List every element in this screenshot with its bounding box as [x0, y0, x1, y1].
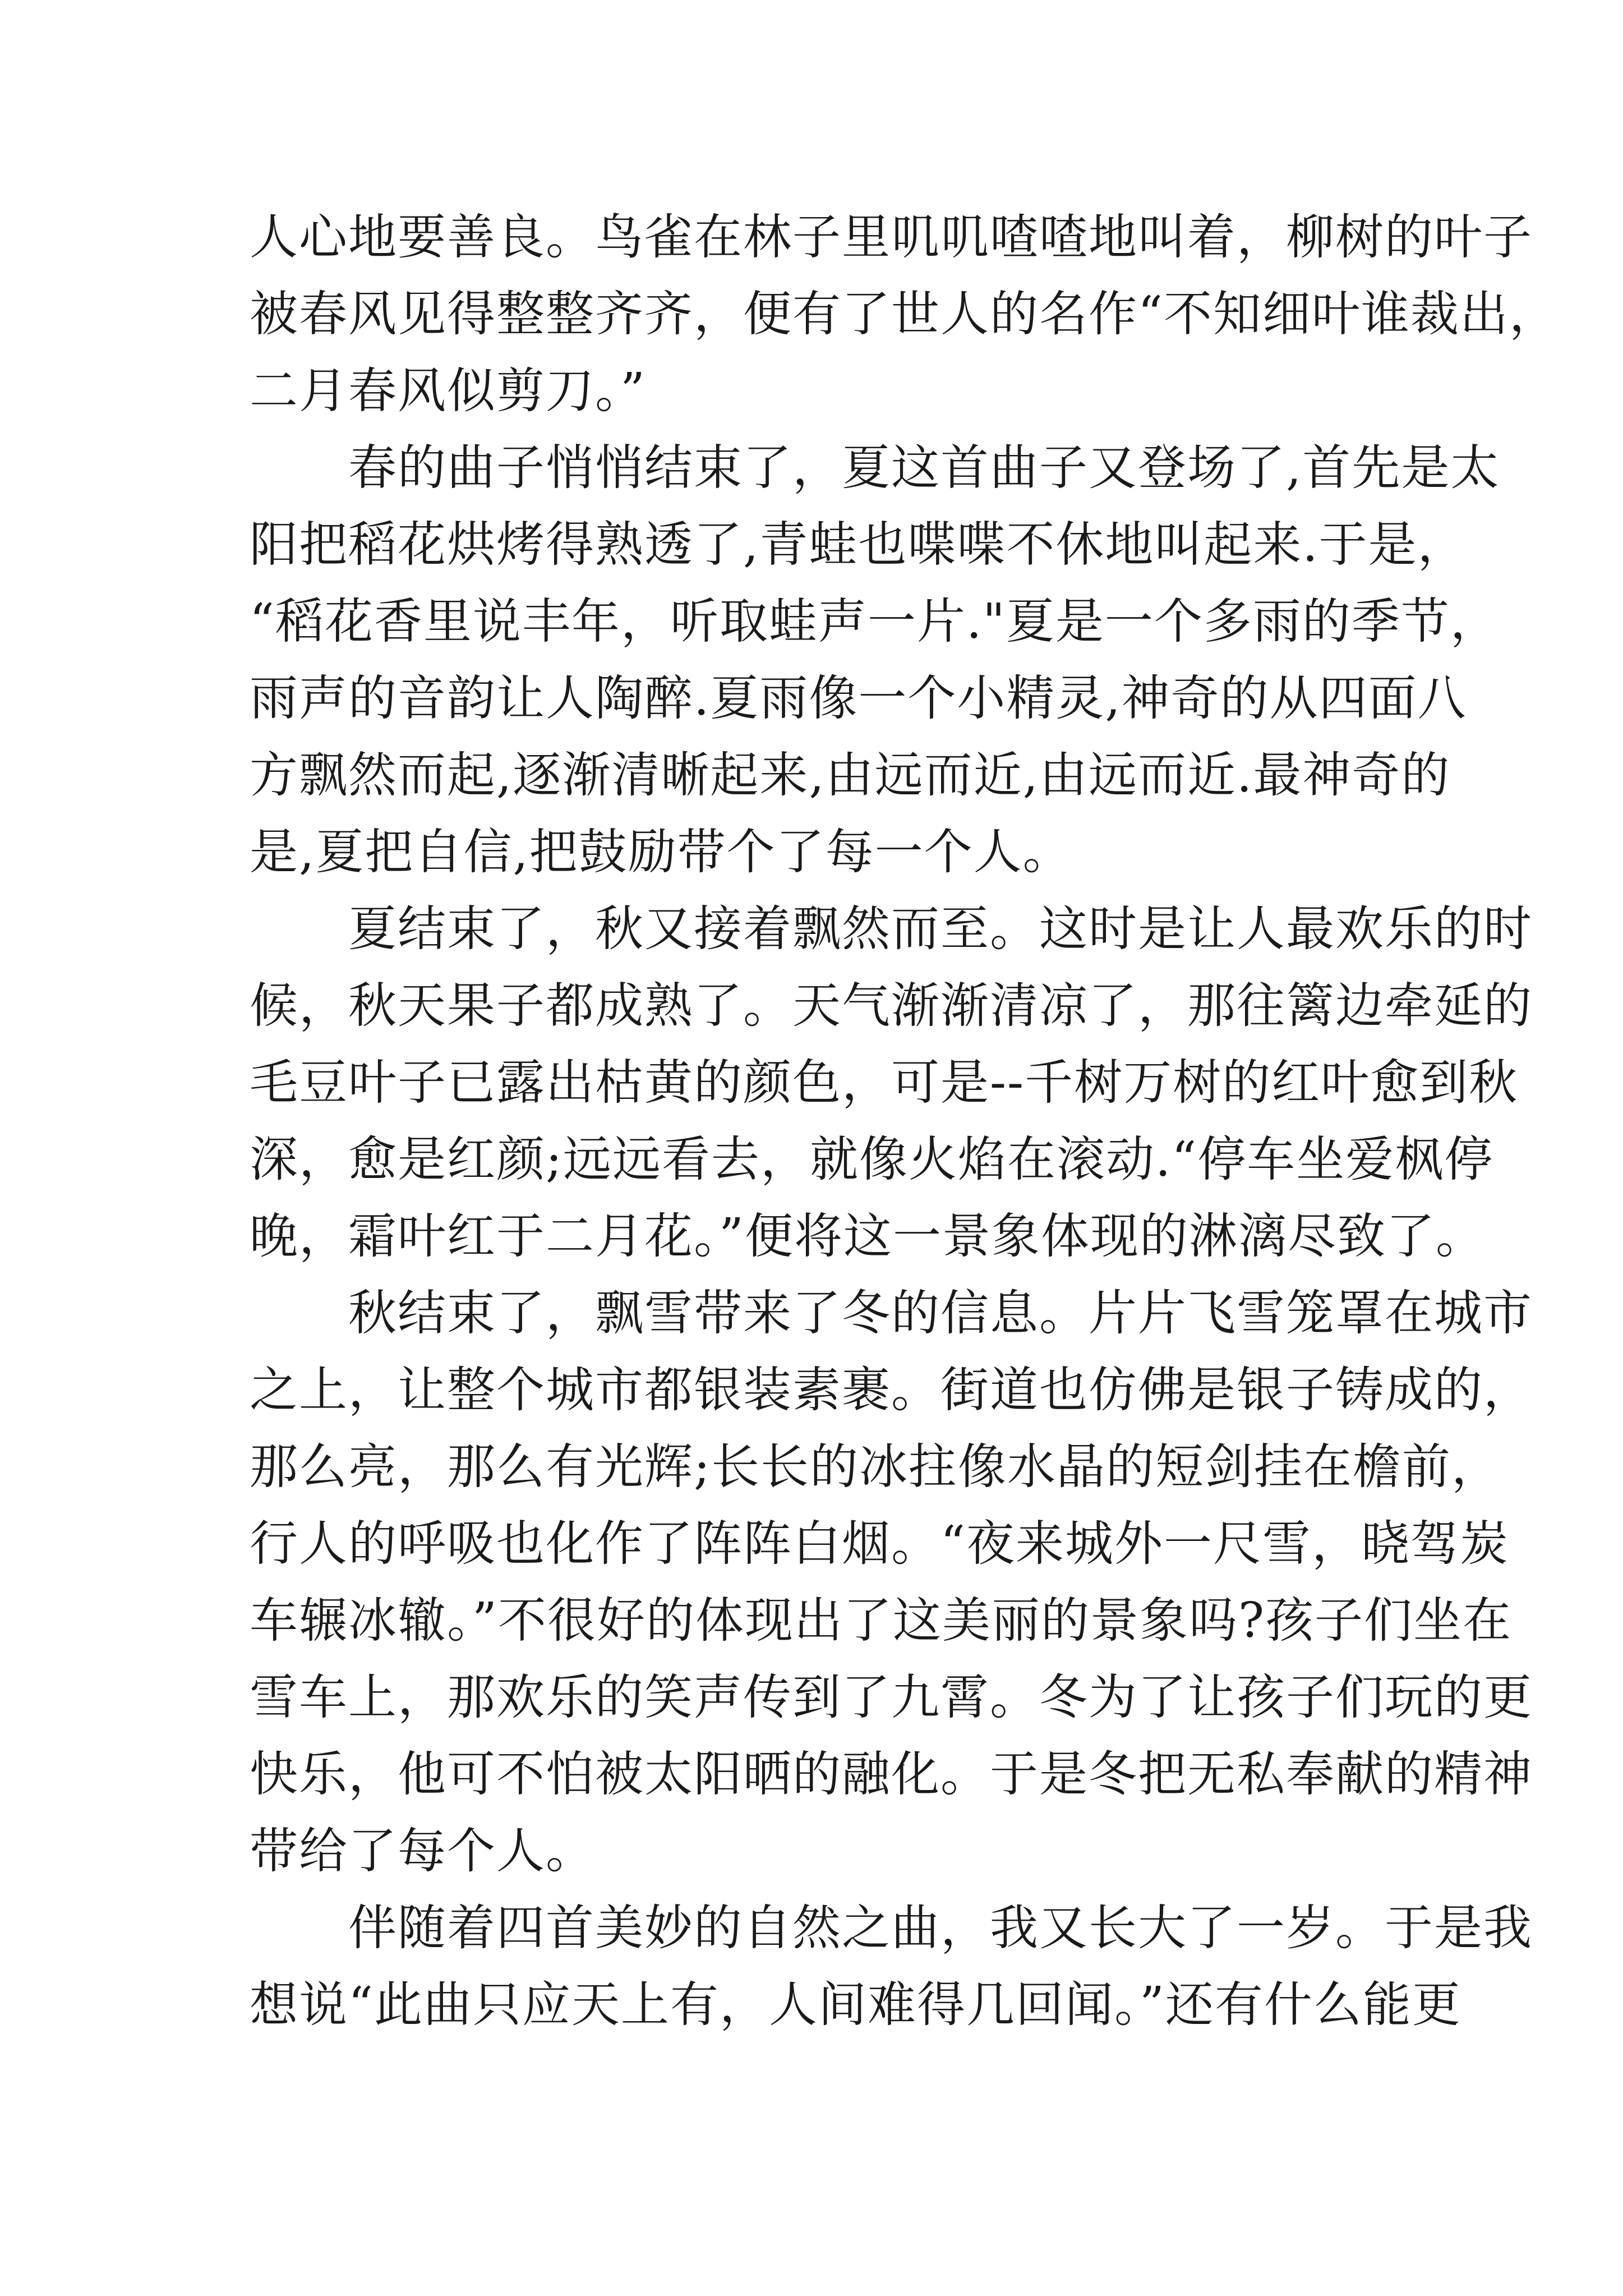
- paragraph-5: [250, 1890, 1533, 2044]
- text-line: 晚，霜叶红于二月花。”便将这一景象体现的淋漓尽致了。: [250, 1208, 1485, 1264]
- text-line: 深，愈是红颜;远远看去，就像火焰在滚动.“停车坐爱枫停: [250, 1131, 1494, 1188]
- text-line: 夏结束了，秋又接着飘然而至。这时是让人最欢乐的时: [250, 901, 1533, 957]
- text-line: 候，秋天果子都成熟了。天气渐渐清凉了，那往篱边牵延的: [250, 978, 1533, 1034]
- text-line: 那么亮，那么有光辉;长长的冰拄像水晶的短剑挂在檐前，: [250, 1439, 1501, 1495]
- text-line: 车辗冰辙。”不很好的体现出了这美丽的景象吗?孩子们坐在: [250, 1593, 1513, 1649]
- text-line: 快乐，他可不怕被太阳晒的融化。于是冬把无私奉献的精神: [250, 1746, 1533, 1802]
- text-line: 是,夏把自信,把鼓励带个了每一个人。: [250, 824, 1072, 880]
- text-line: “稻花香里说丰年，听取蛙声一片."夏是一个多雨的季节，: [250, 593, 1500, 650]
- paragraph-4: [250, 1275, 1533, 1890]
- paragraph-1: [250, 199, 1559, 430]
- paragraph-3: [250, 891, 1533, 1275]
- text-line: 伴随着四首美妙的自然之曲，我又长大了一岁。于是我: [250, 1900, 1533, 1956]
- text-line: 带给了每个人。: [250, 1823, 595, 1879]
- text-line: 方飘然而起,逐渐清晰起来,由远而近,由远而近.最神奇的: [250, 747, 1451, 803]
- text-line: 二月春风似剪刀。”: [250, 363, 646, 419]
- text-line: 秋结束了，飘雪带来了冬的信息。片片飞雪笼罩在城市: [250, 1285, 1533, 1341]
- document-body: [250, 199, 1559, 2044]
- text-line: 人心地要善良。鸟雀在林子里叽叽喳喳地叫着，柳树的叶子: [250, 209, 1533, 265]
- text-line: 想说“此曲只应天上有，人间难得几回闻。”还有什么能更: [250, 1977, 1461, 2033]
- text-line: 被春风见得整整齐齐，便有了世人的名作“不知细叶谁裁出，: [250, 286, 1559, 342]
- paragraph-2: [250, 430, 1500, 891]
- text-line: 毛豆叶子已露出枯黄的颜色，可是--千树万树的红叶愈到秋: [250, 1055, 1519, 1111]
- text-line: 行人的呼吸也化作了阵阵白烟。“夜来城外一尺雪，晓驾炭: [250, 1516, 1509, 1572]
- text-line: 阳把稻花烘烤得熟透了,青蛙也喋喋不休地叫起来.于是，: [250, 517, 1467, 573]
- text-line: 雪车上，那欢乐的笑声传到了九霄。冬为了让孩子们玩的更: [250, 1669, 1533, 1726]
- text-line: 春的曲子悄悄结束了，夏这首曲子又登场了,首先是太: [250, 440, 1500, 496]
- text-line: 之上，让整个城市都银装素裹。街道也仿佛是银子铸成的，: [250, 1362, 1533, 1418]
- text-line: 雨声的音韵让人陶醉.夏雨像一个小精灵,神奇的从四面八: [250, 670, 1467, 726]
